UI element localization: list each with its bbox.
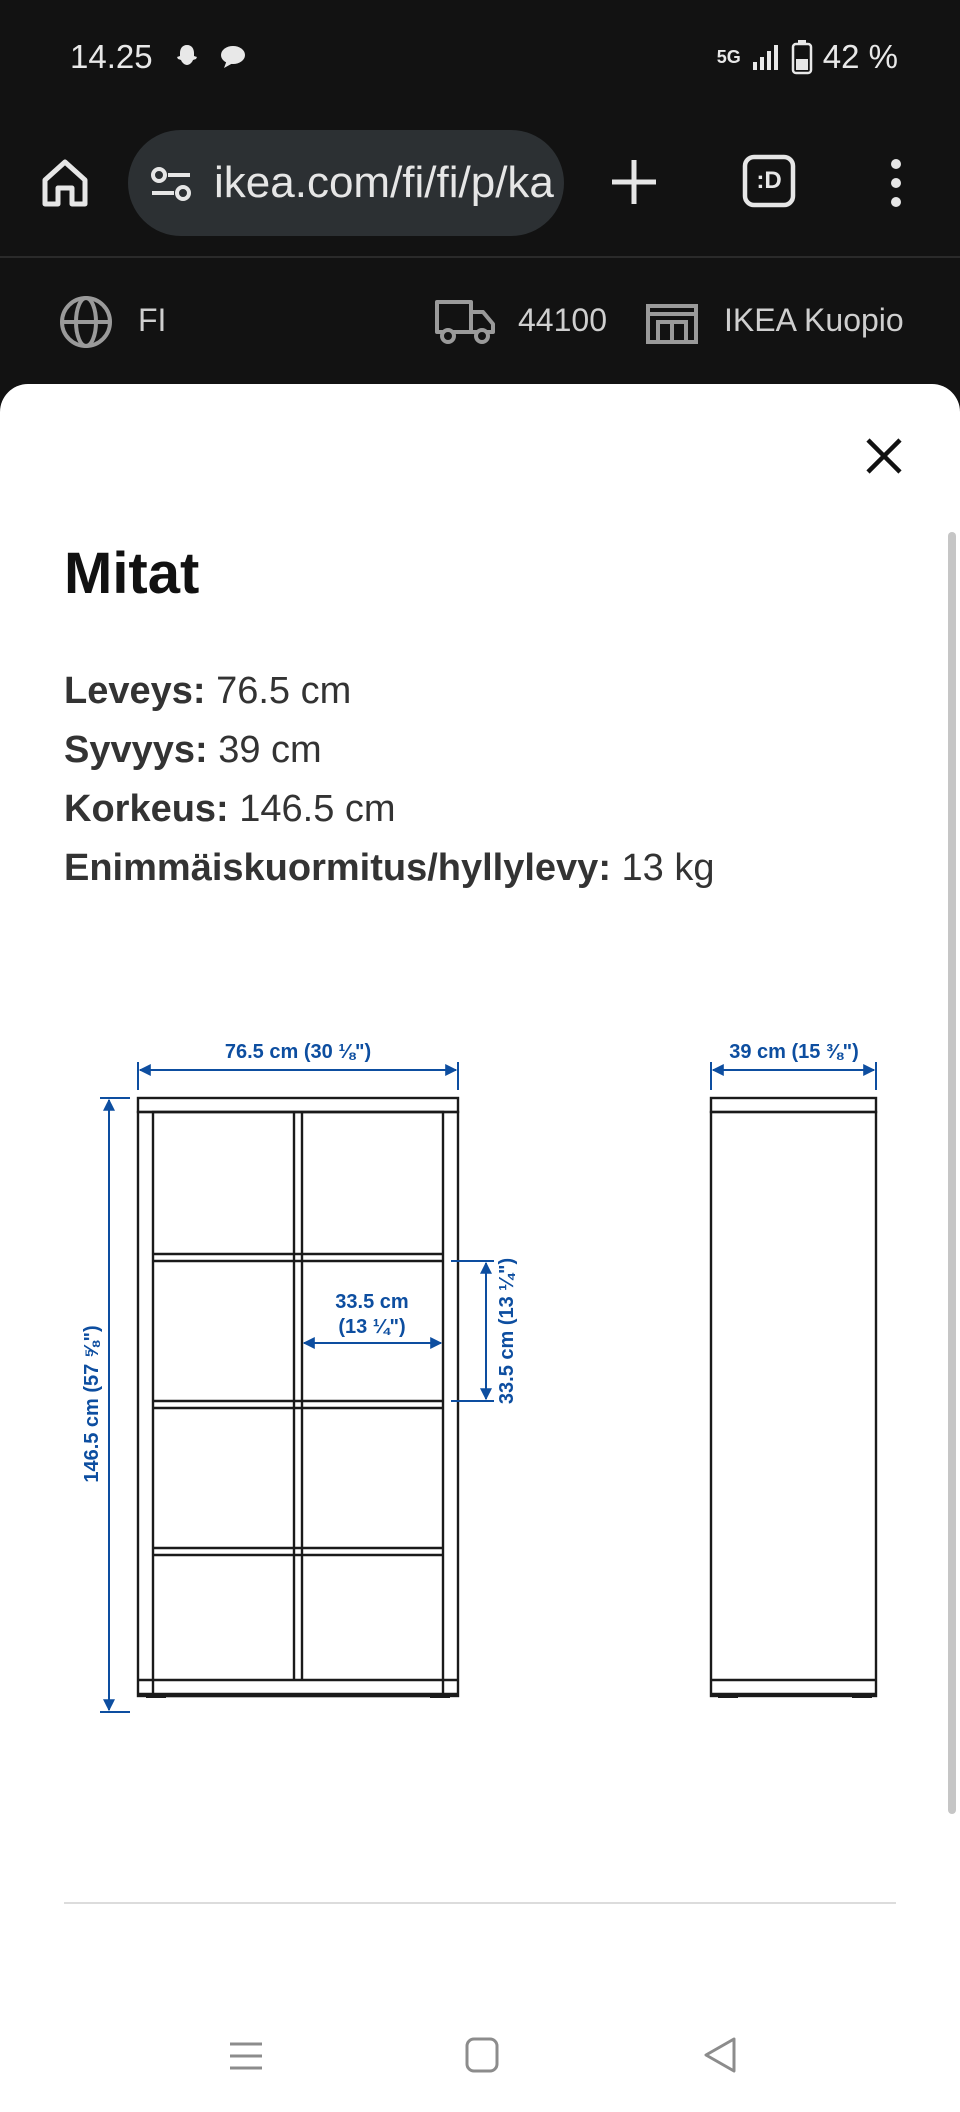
- close-button[interactable]: [862, 434, 906, 478]
- height-dimension-label: 146.5 cm (57 ⅝"): [81, 1325, 103, 1483]
- snapchat-icon: [172, 42, 202, 72]
- new-tab-icon: [606, 154, 662, 210]
- dimension-diagram: [0, 1000, 960, 1740]
- spec-depth: [64, 729, 322, 772]
- close-icon: [862, 434, 906, 478]
- browser-toolbar: [0, 116, 960, 258]
- tab-switcher-button[interactable]: [742, 154, 796, 208]
- new-tab-button[interactable]: [606, 154, 662, 210]
- spec-label: Leveys:: [64, 670, 206, 712]
- site-settings-icon[interactable]: [150, 164, 192, 204]
- system-nav-bar: [0, 2000, 960, 2112]
- recent-apps-icon[interactable]: [228, 2038, 264, 2074]
- spec-label: Enimmäiskuormitus/hyllylevy:: [64, 847, 611, 889]
- store-name[interactable]: IKEA Kuopio: [724, 302, 904, 338]
- more-menu-button[interactable]: [876, 156, 916, 210]
- signal-icon: [751, 42, 781, 72]
- compartment-width-label-1: 33.5 cm: [335, 1291, 409, 1313]
- spec-width: [64, 670, 351, 713]
- messages-icon: [218, 42, 248, 72]
- home-icon: [38, 156, 92, 210]
- spec-max-load: [64, 847, 715, 890]
- home-button[interactable]: [38, 156, 92, 210]
- spec-value: 39 cm: [218, 729, 322, 771]
- language-label[interactable]: FI: [138, 302, 167, 338]
- depth-dimension-label: 39 cm (15 ⅜"): [729, 1041, 859, 1063]
- spec-label: Korkeus:: [64, 788, 229, 830]
- status-right: [717, 38, 898, 76]
- tab-switcher-label: :D: [756, 167, 782, 194]
- spec-value: 76.5 cm: [216, 670, 352, 712]
- more-vert-icon: [876, 156, 916, 210]
- spec-label: Syvyys:: [64, 729, 208, 771]
- spec-value: 146.5 cm: [239, 788, 396, 830]
- network-indicator: 5G: [716, 46, 741, 67]
- battery-icon: [791, 39, 813, 75]
- compartment-width-label-2: (13 ¼"): [338, 1316, 406, 1338]
- home-button-icon[interactable]: [464, 2036, 500, 2074]
- sheet-title: Mitat: [64, 541, 200, 606]
- address-bar[interactable]: [128, 130, 564, 236]
- width-dimension-label: 76.5 cm (30 ⅛"): [224, 1041, 372, 1063]
- postal-code[interactable]: 44100: [518, 302, 607, 338]
- delivery-truck-icon[interactable]: [434, 296, 496, 346]
- status-bar: [0, 0, 960, 116]
- status-time: 14.25: [70, 38, 153, 75]
- ikea-location-bar: [0, 258, 960, 384]
- store-icon[interactable]: [644, 296, 700, 346]
- spec-value: 13 kg: [621, 847, 715, 889]
- dimension-lines: [100, 1062, 876, 1712]
- shelf-front-view: [138, 1098, 458, 1696]
- battery-percent: 42 %: [822, 38, 898, 75]
- globe-icon[interactable]: [58, 294, 114, 350]
- url-text[interactable]: ikea.com/fi/fi/p/ka: [214, 158, 554, 207]
- shelf-side-view: [711, 1098, 876, 1696]
- spec-height: [64, 788, 396, 831]
- section-divider: [64, 1902, 896, 1904]
- compartment-height-label: 33.5 cm (13 ¼"): [496, 1257, 518, 1405]
- back-icon[interactable]: [702, 2036, 738, 2074]
